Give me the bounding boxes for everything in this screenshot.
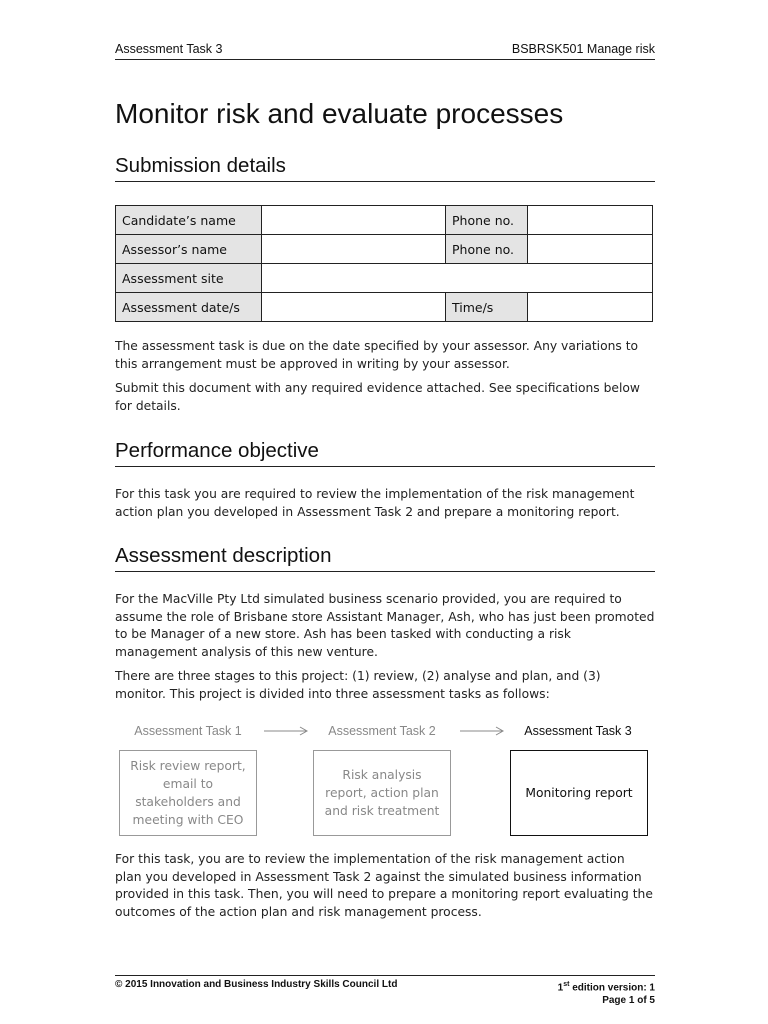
- due-date-paragraph: The assessment task is due on the date specified by your assessor. Any variations to this arrangement must be approved in writing by your assessor.: [115, 339, 639, 371]
- assessment-site-field[interactable]: [262, 264, 653, 293]
- candidate-phone-label: Phone no.: [446, 206, 528, 235]
- page-footer: [115, 975, 655, 1007]
- assessor-phone-field[interactable]: [528, 235, 653, 264]
- edition-suffix: st: [563, 981, 570, 988]
- arrow-right-icon: [262, 724, 312, 738]
- candidate-phone-field[interactable]: [528, 206, 653, 235]
- scenario-paragraph: For the MacVille Pty Ltd simulated business scenario provided, you are required to assume the role of Brisbane store Assistant Manager, Ash, who has just been promoted to be Manager of a new store. Ash has been tasked with conducting a risk management analysis of this new venture.: [115, 592, 655, 659]
- candidate-name-field[interactable]: [262, 206, 446, 235]
- table-row: [116, 264, 653, 293]
- table-row: [116, 235, 653, 264]
- flow-task1-box: Risk review report, email to stakeholders and meeting with CEO: [119, 750, 257, 836]
- description-heading: Assessment description: [115, 544, 655, 572]
- flow-task3-label: Assessment Task 3: [524, 724, 632, 738]
- stages-paragraph: There are three stages to this project: (1) review, (2) analyse and plan, and (3) monitor. This project is divided into three assessment tasks as follows:: [115, 669, 601, 701]
- performance-paragraph: For this task you are required to review the implementation of the risk management action plan you developed in Assessment Task 2 and prepare a monitoring report.: [115, 487, 635, 519]
- copyright-text: © 2015 Innovation and Business Industry Skills Council Ltd: [115, 979, 398, 990]
- assessment-date-field[interactable]: [262, 293, 446, 322]
- performance-heading: Performance objective: [115, 439, 655, 467]
- assessment-date-label: Assessment date/s: [116, 293, 262, 322]
- page-header: [115, 42, 655, 60]
- assessment-site-label: Assessment site: [116, 264, 262, 293]
- submit-paragraph: Submit this document with any required evidence attached. See specifications below for details.: [115, 381, 640, 413]
- edition-version: [558, 978, 655, 994]
- header-unit: BSBRSK501 Manage risk: [511, 42, 655, 56]
- assessor-name-field[interactable]: [262, 235, 446, 264]
- page-number: Page 1 of 5: [602, 995, 655, 1007]
- table-row: [116, 293, 653, 322]
- flow-task1-label: Assessment Task 1: [134, 724, 242, 738]
- candidate-name-label: Candidate’s name: [116, 206, 262, 235]
- arrow-right-icon: [458, 724, 508, 738]
- time-label: Time/s: [446, 293, 528, 322]
- submission-table: [115, 205, 653, 322]
- time-field[interactable]: [528, 293, 653, 322]
- flow-task2-box: Risk analysis report, action plan and risk treatment: [313, 750, 451, 836]
- table-row: [116, 206, 653, 235]
- page-title: Monitor risk and evaluate processes: [115, 98, 564, 129]
- edition-ordinal: 1: [557, 982, 564, 994]
- flow-task3-box: Monitoring report: [510, 750, 648, 836]
- edition-info: [558, 978, 655, 1007]
- edition-text: edition version: 1: [569, 982, 655, 994]
- assessor-phone-label: Phone no.: [446, 235, 528, 264]
- header-task: Assessment Task 3: [115, 42, 223, 56]
- flow-task2-label: Assessment Task 2: [328, 724, 436, 738]
- submission-heading: Submission details: [115, 154, 655, 182]
- task-paragraph: For this task, you are to review the implementation of the risk management action plan you developed in Assessment Task 2 against the simulated business information provided in this task. Then, you will need to prepare a monitoring report evaluating the outcomes of the action plan and risk management process.: [115, 852, 653, 919]
- assessor-name-label: Assessor’s name: [116, 235, 262, 264]
